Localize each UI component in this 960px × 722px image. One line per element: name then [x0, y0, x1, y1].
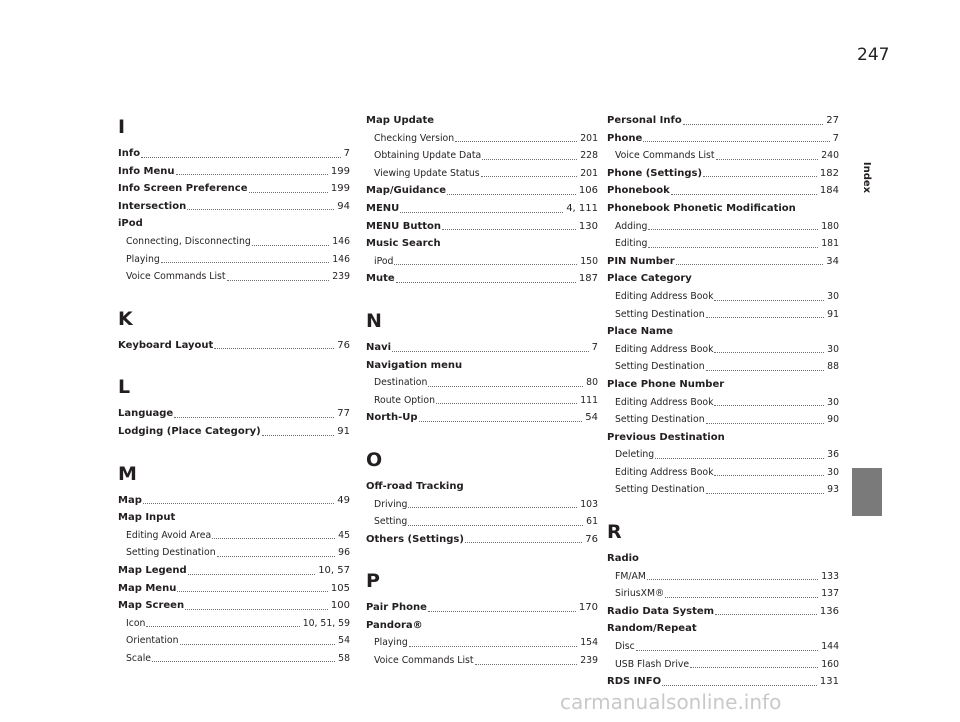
entry-label: Map Menu	[118, 582, 177, 594]
entry-label: Info Menu	[118, 165, 175, 177]
dot-leader	[714, 474, 824, 476]
dot-leader	[262, 434, 335, 436]
entry-page-numbers[interactable]: 96	[338, 547, 350, 559]
dot-leader	[408, 506, 577, 508]
index-heading: Phonebook Phonetic Modification	[607, 202, 796, 214]
entry-label: Map Legend	[118, 564, 187, 576]
index-subentry[interactable]	[607, 358, 839, 376]
index-subentry[interactable]	[607, 341, 839, 359]
dot-leader	[188, 573, 315, 575]
index-subentry[interactable]	[607, 147, 839, 165]
index-entry[interactable]	[118, 580, 350, 598]
entry-label: Viewing Update Status	[374, 167, 480, 179]
watermark: carmanualsonline.info	[560, 690, 782, 714]
entry-label: Orientation	[126, 635, 179, 647]
index-entry[interactable]	[118, 337, 350, 355]
index-subentry[interactable]	[607, 481, 839, 499]
entry-label: Setting Destination	[615, 308, 705, 320]
entry-page-numbers[interactable]: 239	[580, 655, 598, 667]
entry-label: Icon	[126, 617, 146, 629]
index-subentry[interactable]	[366, 130, 598, 148]
dot-leader	[690, 666, 818, 668]
entry-label: Phone (Settings)	[607, 167, 703, 179]
index-subentry[interactable]	[118, 233, 350, 251]
entry-label: USB Flash Drive	[615, 658, 690, 670]
entry-label: Editing Address Book	[615, 396, 714, 408]
entry-page-numbers[interactable]: 88	[827, 361, 839, 373]
index-subentry[interactable]	[366, 165, 598, 183]
dot-leader	[400, 211, 563, 213]
entry-label: Editing Address Book	[615, 466, 714, 478]
dot-leader	[249, 191, 328, 193]
index-subentry[interactable]	[366, 392, 598, 410]
index-entry[interactable]	[607, 130, 839, 148]
index-entry[interactable]	[118, 562, 350, 580]
index-subentry[interactable]	[118, 268, 350, 286]
dot-leader	[152, 660, 335, 662]
index-letter-heading: I	[118, 116, 126, 138]
index-heading: Place Phone Number	[607, 378, 725, 390]
dot-leader	[394, 263, 577, 265]
index-entry[interactable]	[607, 673, 839, 691]
entry-label: Others (Settings)	[366, 533, 464, 545]
index-entry[interactable]	[366, 599, 598, 617]
entry-page-numbers[interactable]: 144	[821, 641, 839, 653]
index-entry[interactable]	[118, 198, 350, 216]
dot-leader	[714, 351, 824, 353]
dot-leader	[715, 613, 817, 615]
entry-page-numbers[interactable]: 182	[819, 167, 839, 179]
index-heading: Navigation menu	[366, 359, 463, 371]
index-subentry[interactable]	[607, 306, 839, 324]
dot-leader	[180, 643, 336, 645]
index-subentry[interactable]	[118, 615, 350, 633]
entry-page-numbers[interactable]: 130	[578, 220, 598, 232]
dot-leader	[174, 416, 334, 418]
dot-leader	[143, 502, 334, 504]
entry-page-numbers[interactable]: 146	[332, 253, 350, 265]
entry-page-numbers[interactable]: 240	[821, 150, 839, 162]
entry-label: Setting Destination	[615, 414, 705, 426]
entry-page-numbers[interactable]: 94	[337, 200, 350, 212]
dot-leader	[706, 316, 825, 318]
entry-label: Playing	[126, 253, 160, 265]
entry-page-numbers[interactable]: 199	[330, 183, 350, 195]
entry-page-numbers[interactable]: 30	[827, 343, 839, 355]
index-column-2	[366, 112, 598, 670]
entry-page-numbers[interactable]: 103	[580, 498, 598, 510]
entry-label: Map Screen	[118, 600, 185, 612]
entry-page-numbers[interactable]: 76	[337, 339, 350, 351]
entry-label: Deleting	[615, 449, 655, 461]
index-heading: Radio	[607, 553, 639, 565]
entry-label: North-Up	[366, 412, 418, 424]
dot-leader	[481, 175, 578, 177]
entry-label: Driving	[374, 498, 408, 510]
index-heading: Music Search	[366, 238, 441, 250]
entry-label: Mute	[366, 273, 395, 285]
index-entry[interactable]	[118, 145, 350, 163]
entry-page-numbers[interactable]: 30	[827, 466, 839, 478]
entry-label: Voice Commands List	[374, 655, 474, 667]
entry-label: Destination	[374, 377, 428, 389]
dot-leader	[655, 457, 824, 459]
entry-label: Map/Guidance	[366, 185, 446, 197]
dot-leader	[146, 625, 299, 627]
entry-label: Setting Destination	[615, 361, 705, 373]
index-heading: Previous Destination	[607, 431, 725, 443]
entry-page-numbers[interactable]: 27	[826, 115, 839, 126]
dot-leader	[703, 175, 817, 177]
index-subentry[interactable]	[366, 253, 598, 271]
index-subentry[interactable]	[118, 632, 350, 650]
entry-page-numbers[interactable]: 91	[827, 308, 839, 320]
index-heading: Off-road Tracking	[366, 480, 464, 492]
entry-page-numbers[interactable]: 54	[585, 412, 598, 424]
index-subentry[interactable]	[607, 446, 839, 464]
entry-page-numbers[interactable]: 49	[337, 494, 350, 506]
dot-leader	[643, 140, 829, 142]
index-letter-heading: O	[366, 448, 383, 471]
entry-label: Route Option	[374, 394, 435, 406]
entry-label: Voice Commands List	[126, 271, 226, 283]
dot-leader	[683, 123, 824, 125]
entry-page-numbers[interactable]: 7	[832, 132, 839, 144]
entry-page-numbers[interactable]: 36	[827, 449, 839, 461]
entry-label: Map	[118, 494, 142, 506]
entry-label: Voice Commands List	[615, 150, 715, 162]
index-letter-heading: P	[366, 570, 380, 593]
dot-leader	[176, 173, 328, 175]
entry-page-numbers[interactable]: 10, 51, 59	[302, 617, 350, 629]
entry-label: Radio Data System	[607, 605, 715, 617]
index-subentry[interactable]	[607, 288, 839, 306]
index-subentry[interactable]	[366, 652, 598, 670]
dot-leader	[214, 347, 334, 349]
entry-page-numbers[interactable]: 187	[578, 273, 598, 285]
entry-label: Editing Avoid Area	[126, 529, 212, 541]
dot-leader	[636, 649, 819, 651]
entry-page-numbers[interactable]: 184	[819, 185, 839, 197]
entry-page-numbers[interactable]: 106	[578, 185, 598, 197]
dot-leader	[648, 228, 818, 230]
dot-leader	[482, 158, 577, 160]
dot-leader	[392, 350, 589, 352]
index-subentry[interactable]	[607, 656, 839, 674]
entry-label: Editing Address Book	[615, 290, 714, 302]
index-letter-heading: N	[366, 309, 382, 332]
entry-page-numbers[interactable]: 146	[332, 235, 350, 247]
index-entry[interactable]	[118, 597, 350, 615]
index-heading: Pandora®	[366, 619, 423, 631]
entry-page-numbers[interactable]: 228	[580, 150, 598, 162]
dot-leader	[428, 385, 583, 387]
index-entry[interactable]	[118, 180, 350, 198]
entry-page-numbers[interactable]: 239	[332, 271, 350, 283]
index-entry[interactable]	[607, 165, 839, 183]
dot-leader	[185, 608, 328, 610]
entry-label: MENU Button	[366, 220, 442, 232]
entry-label: Disc	[615, 641, 635, 653]
entry-page-numbers[interactable]: 201	[580, 167, 598, 179]
dot-leader	[442, 228, 576, 230]
index-heading: iPod	[118, 218, 143, 230]
entry-label: RDS INFO	[607, 676, 662, 688]
entry-label: iPod	[374, 255, 394, 267]
index-entry[interactable]	[118, 163, 350, 181]
entry-page-numbers[interactable]: 30	[827, 290, 839, 302]
entry-page-numbers[interactable]: 136	[819, 605, 839, 617]
entry-page-numbers[interactable]: 199	[330, 165, 350, 177]
index-entry[interactable]	[366, 270, 598, 288]
dot-leader	[217, 555, 336, 557]
section-label-text: Index	[861, 161, 873, 193]
index-letter-heading: L	[118, 376, 131, 399]
entry-page-numbers[interactable]: 154	[580, 637, 598, 649]
entry-label: FM/AM	[615, 570, 646, 582]
entry-page-numbers[interactable]: 150	[580, 255, 598, 267]
index-heading: Place Name	[607, 326, 674, 338]
index-entry[interactable]	[366, 218, 598, 236]
index-subentry[interactable]	[118, 251, 350, 269]
entry-page-numbers[interactable]: 90	[827, 414, 839, 426]
dot-leader	[706, 422, 825, 424]
entry-page-numbers[interactable]: 105	[330, 582, 350, 594]
dot-leader	[706, 369, 825, 371]
dot-leader	[212, 537, 335, 539]
entry-page-numbers[interactable]: 180	[821, 220, 839, 232]
dot-leader	[227, 279, 330, 281]
dot-leader	[428, 610, 576, 612]
index-subentry[interactable]	[366, 147, 598, 165]
entry-label: Phone	[607, 132, 643, 144]
index-subentry[interactable]	[607, 394, 839, 412]
section-side-label	[852, 154, 882, 200]
entry-page-numbers[interactable]: 91	[337, 425, 350, 437]
entry-label: PIN Number	[607, 255, 675, 267]
entry-page-numbers[interactable]: 181	[821, 238, 839, 250]
index-subentry[interactable]	[607, 411, 839, 429]
entry-page-numbers[interactable]: 111	[580, 394, 598, 406]
entry-page-numbers[interactable]: 100	[330, 600, 350, 612]
index-entry[interactable]	[118, 405, 350, 423]
entry-label: Setting Destination	[126, 547, 216, 559]
index-heading: Map Input	[118, 512, 176, 524]
entry-page-numbers[interactable]: 54	[338, 635, 350, 647]
dot-leader	[252, 244, 330, 246]
dot-leader	[648, 246, 818, 248]
entry-label: Editing	[615, 238, 648, 250]
entry-label: Info Screen Preference	[118, 183, 248, 195]
dot-leader	[187, 208, 334, 210]
dot-leader	[676, 263, 824, 265]
entry-label: Lodging (Place Category)	[118, 425, 261, 437]
entry-label: Language	[118, 408, 174, 420]
index-subentry[interactable]	[607, 464, 839, 482]
entry-page-numbers[interactable]: 58	[338, 652, 350, 664]
entry-label: Setting Destination	[615, 484, 705, 496]
dot-leader	[465, 541, 582, 543]
dot-leader	[647, 578, 818, 580]
dot-leader	[447, 193, 576, 195]
index-subentry[interactable]	[607, 218, 839, 236]
dot-leader	[409, 645, 577, 647]
entry-label: MENU	[366, 202, 400, 214]
index-entry[interactable]	[366, 182, 598, 200]
entry-label: Checking Version	[374, 132, 455, 144]
entry-label: Scale	[126, 652, 152, 664]
index-subentry[interactable]	[366, 374, 598, 392]
index-entry[interactable]	[607, 253, 839, 271]
dot-leader	[714, 299, 824, 301]
index-subentry[interactable]	[366, 513, 598, 531]
entry-page-numbers[interactable]: 133	[821, 570, 839, 582]
index-subentry[interactable]	[607, 585, 839, 603]
entry-page-numbers[interactable]: 45	[338, 529, 350, 541]
entry-label: Personal Info	[607, 115, 682, 126]
entry-page-numbers[interactable]: 34	[826, 255, 839, 267]
entry-page-numbers[interactable]: 137	[821, 588, 839, 600]
index-subentry[interactable]	[118, 544, 350, 562]
entry-label: Pair Phone	[366, 602, 427, 614]
dot-leader	[662, 684, 817, 686]
entry-page-numbers[interactable]: 10, 57	[318, 564, 350, 576]
entry-page-numbers[interactable]: 77	[337, 408, 350, 420]
dot-leader	[706, 492, 825, 494]
entry-label: Obtaining Update Data	[374, 150, 482, 162]
dot-leader	[396, 281, 576, 283]
dot-leader	[716, 158, 819, 160]
index-entry[interactable]	[366, 339, 598, 357]
index-entry[interactable]	[366, 531, 598, 549]
index-subentry[interactable]	[366, 496, 598, 514]
index-entry[interactable]	[118, 423, 350, 441]
dot-leader	[714, 404, 824, 406]
entry-page-numbers[interactable]: 131	[819, 676, 839, 688]
index-column-3	[607, 112, 839, 691]
entry-page-numbers[interactable]: 4, 111	[566, 202, 598, 214]
index-entry[interactable]	[607, 182, 839, 200]
entry-page-numbers[interactable]: 93	[827, 484, 839, 496]
dot-leader	[141, 156, 341, 158]
entry-page-numbers[interactable]: 30	[827, 396, 839, 408]
index-column-1	[118, 112, 350, 667]
entry-label: SiriusXM®	[615, 588, 665, 600]
dot-leader	[671, 193, 817, 195]
dot-leader	[475, 663, 578, 665]
entry-label: Phonebook	[607, 185, 670, 197]
entry-page-numbers[interactable]: 61	[586, 516, 598, 528]
entry-label: Navi	[366, 341, 392, 353]
dot-leader	[419, 420, 583, 422]
index-entry[interactable]	[607, 112, 839, 130]
entry-page-numbers[interactable]: 76	[585, 533, 598, 545]
entry-page-numbers[interactable]: 201	[580, 132, 598, 144]
index-letter-heading: K	[118, 307, 133, 330]
entry-page-numbers[interactable]: 170	[578, 602, 598, 614]
entry-label: Setting	[374, 516, 408, 528]
section-thumb-tab[interactable]	[852, 468, 882, 516]
index-letter-heading: R	[607, 521, 622, 544]
entry-label: Editing Address Book	[615, 343, 714, 355]
dot-leader	[177, 590, 328, 592]
page-number: 247	[857, 45, 890, 65]
dot-leader	[436, 402, 577, 404]
index-letter-heading: M	[118, 462, 137, 485]
entry-label: Adding	[615, 220, 648, 232]
index-subentry[interactable]	[118, 527, 350, 545]
dot-leader	[665, 596, 818, 598]
entry-label: Intersection	[118, 200, 187, 212]
index-heading: Random/Repeat	[607, 623, 697, 635]
entry-page-numbers[interactable]: 7	[343, 148, 350, 159]
dot-leader	[408, 524, 583, 526]
entry-label: Keyboard Layout	[118, 339, 214, 351]
index-heading: Map Update	[366, 115, 435, 126]
index-entry[interactable]	[366, 409, 598, 427]
index-subentry[interactable]	[118, 650, 350, 668]
index-heading: Place Category	[607, 273, 692, 285]
entry-label: Info	[118, 148, 141, 159]
index-entry[interactable]	[607, 603, 839, 621]
entry-label: Connecting, Disconnecting	[126, 235, 251, 247]
index-subentry[interactable]	[607, 638, 839, 656]
index-entry[interactable]	[118, 492, 350, 510]
index-subentry[interactable]	[366, 634, 598, 652]
dot-leader	[161, 261, 329, 263]
index-subentry[interactable]	[607, 235, 839, 253]
entry-page-numbers[interactable]: 7	[591, 341, 598, 353]
entry-page-numbers[interactable]: 160	[821, 658, 839, 670]
entry-page-numbers[interactable]: 80	[586, 377, 598, 389]
index-entry[interactable]	[366, 200, 598, 218]
entry-label: Playing	[374, 637, 408, 649]
dot-leader	[455, 140, 577, 142]
index-subentry[interactable]	[607, 568, 839, 586]
